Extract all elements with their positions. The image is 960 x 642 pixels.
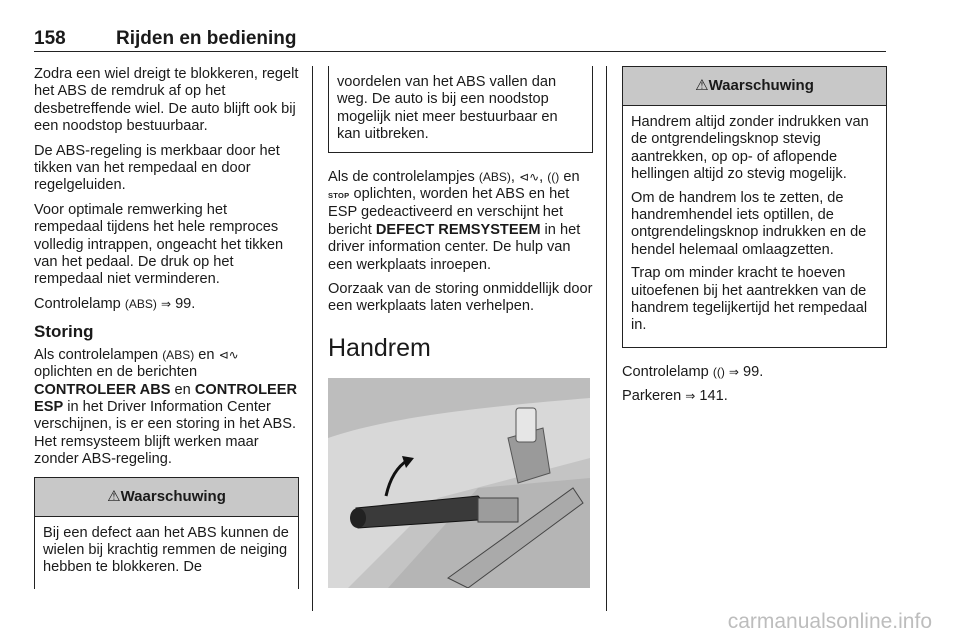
abs-icon: (ABS): [478, 169, 511, 184]
message-text: CONTROLEER ABS: [34, 381, 171, 398]
esp-icon: ⊲∿: [519, 169, 540, 184]
brake-icon: ((): [712, 364, 725, 379]
watermark: carmanualsonline.info: [727, 610, 932, 633]
section-heading: Handrem: [328, 333, 431, 362]
ref-arrow-icon: ⇒: [160, 296, 171, 311]
paragraph: [622, 388, 887, 405]
warning-body: [35, 517, 298, 589]
text: en: [563, 168, 580, 185]
esp-icon: ⊲∿: [218, 347, 239, 362]
page-title: Rijden en bediening: [116, 28, 297, 49]
text: oplichten en de berichten: [34, 364, 198, 381]
warning-text: Bij een defect aan het ABS kunnen de wielen bij krachtig remmen de neiging hebben te blokkeren. De: [43, 524, 289, 576]
paragraph: [34, 296, 299, 313]
column-divider: [606, 66, 607, 611]
column-right: [622, 66, 887, 413]
brake-icon: ((): [547, 169, 560, 184]
warning-title: Waarschuwing: [708, 77, 814, 94]
column-divider: [312, 66, 313, 611]
ref-arrow-icon: ⇒: [728, 364, 739, 379]
handbrake-illustration-svg: [328, 378, 590, 588]
warning-text: Trap om minder kracht te hoeven uitoefenen bij het aantrekken van de handrem tegelijkertijd het rempedaal in.: [631, 265, 868, 334]
paragraph: Oorzaak van de storing onmiddellijk door een werkplaats laten verhelpen.: [328, 281, 593, 315]
warning-text: Om de handrem los te zetten, de handremhendel iets optillen, de ontgrendelingsknop indrukken en de hendel helemaal omlaagzetten.: [631, 189, 867, 258]
handbrake-illustration: [328, 378, 590, 588]
warning-box: [622, 66, 887, 348]
warning-icon: ⚠: [695, 77, 709, 94]
text: Parkeren: [622, 388, 682, 405]
paragraph: [34, 347, 299, 469]
text: en: [174, 381, 191, 398]
paragraph: De ABS-regeling is merkbaar door het tikken van het rempedaal en door regelgeluiden.: [34, 142, 280, 194]
message-text: DEFECT REMSYSTEEM: [375, 221, 541, 238]
abs-icon: (ABS): [124, 296, 157, 311]
warning-header: [623, 67, 886, 106]
paragraph: [622, 364, 887, 381]
ref-arrow-icon: ⇒: [685, 389, 696, 404]
page-header: [34, 28, 886, 50]
abs-icon: (ABS): [162, 347, 195, 362]
paragraph: [328, 169, 593, 274]
page-number: 158: [34, 28, 66, 49]
warning-text: voordelen van het ABS vallen dan weg. De auto is bij een noodstop mogelijk niet meer bestuurbaar en kan uitbreken.: [337, 74, 558, 143]
text: en: [198, 346, 215, 363]
paragraph: Voor optimale remwerking het rempedaal tijdens het hele remproces volledig intrappen, ongeacht het tikken van het pedaal. De druk op het rempedaal niet verminderen.: [34, 201, 284, 288]
text: ,: [510, 168, 515, 185]
text: Als de controlelampjes: [328, 168, 475, 185]
warning-continuation: [328, 66, 593, 153]
message-text: CONTROLEER ESP: [34, 381, 297, 415]
warning-text: Handrem altijd zonder indrukken van de ontgrendelingsknop stevig aantrekken, op op- of aflopende hellingen altijd zo stevig mogelijk.: [631, 114, 869, 183]
warning-icon: ⚠: [107, 487, 121, 505]
page-ref-link[interactable]: 99.: [743, 363, 764, 380]
warning-header: [35, 478, 298, 517]
header-rule: [34, 51, 886, 52]
warning-title: Waarschuwing: [120, 487, 226, 505]
warning-box: [34, 477, 299, 589]
text: in het Driver Information Center verschijnen, is er een storing in het ABS. Het remsysteem blijft werken maar zonder ABS-regeling.: [34, 398, 297, 468]
paragraph: Zodra een wiel dreigt te blokkeren, regelt het ABS de remdruk af op het desbetreffende wiel. De auto blijft ook bij een noodstop bestuurbaar.: [34, 66, 299, 135]
stop-icon: STOP: [328, 191, 350, 201]
warning-body: [623, 106, 886, 347]
text: oplichten, worden het ABS en het ESP gedeactiveerd en verschijnt het bericht: [328, 186, 570, 238]
text: Controlelamp: [34, 295, 121, 312]
text: Controlelamp: [622, 363, 709, 380]
page-ref-link[interactable]: 141.: [699, 388, 728, 405]
column-left: [34, 66, 299, 589]
column-middle: [328, 66, 593, 588]
text: in het driver information center. De hulp van een werkplaats inroepen.: [328, 221, 581, 273]
text: Als controlelampen: [34, 346, 159, 363]
page-ref-link[interactable]: 99.: [175, 295, 196, 312]
section-heading: Storing: [34, 322, 94, 342]
text: ,: [539, 168, 544, 185]
